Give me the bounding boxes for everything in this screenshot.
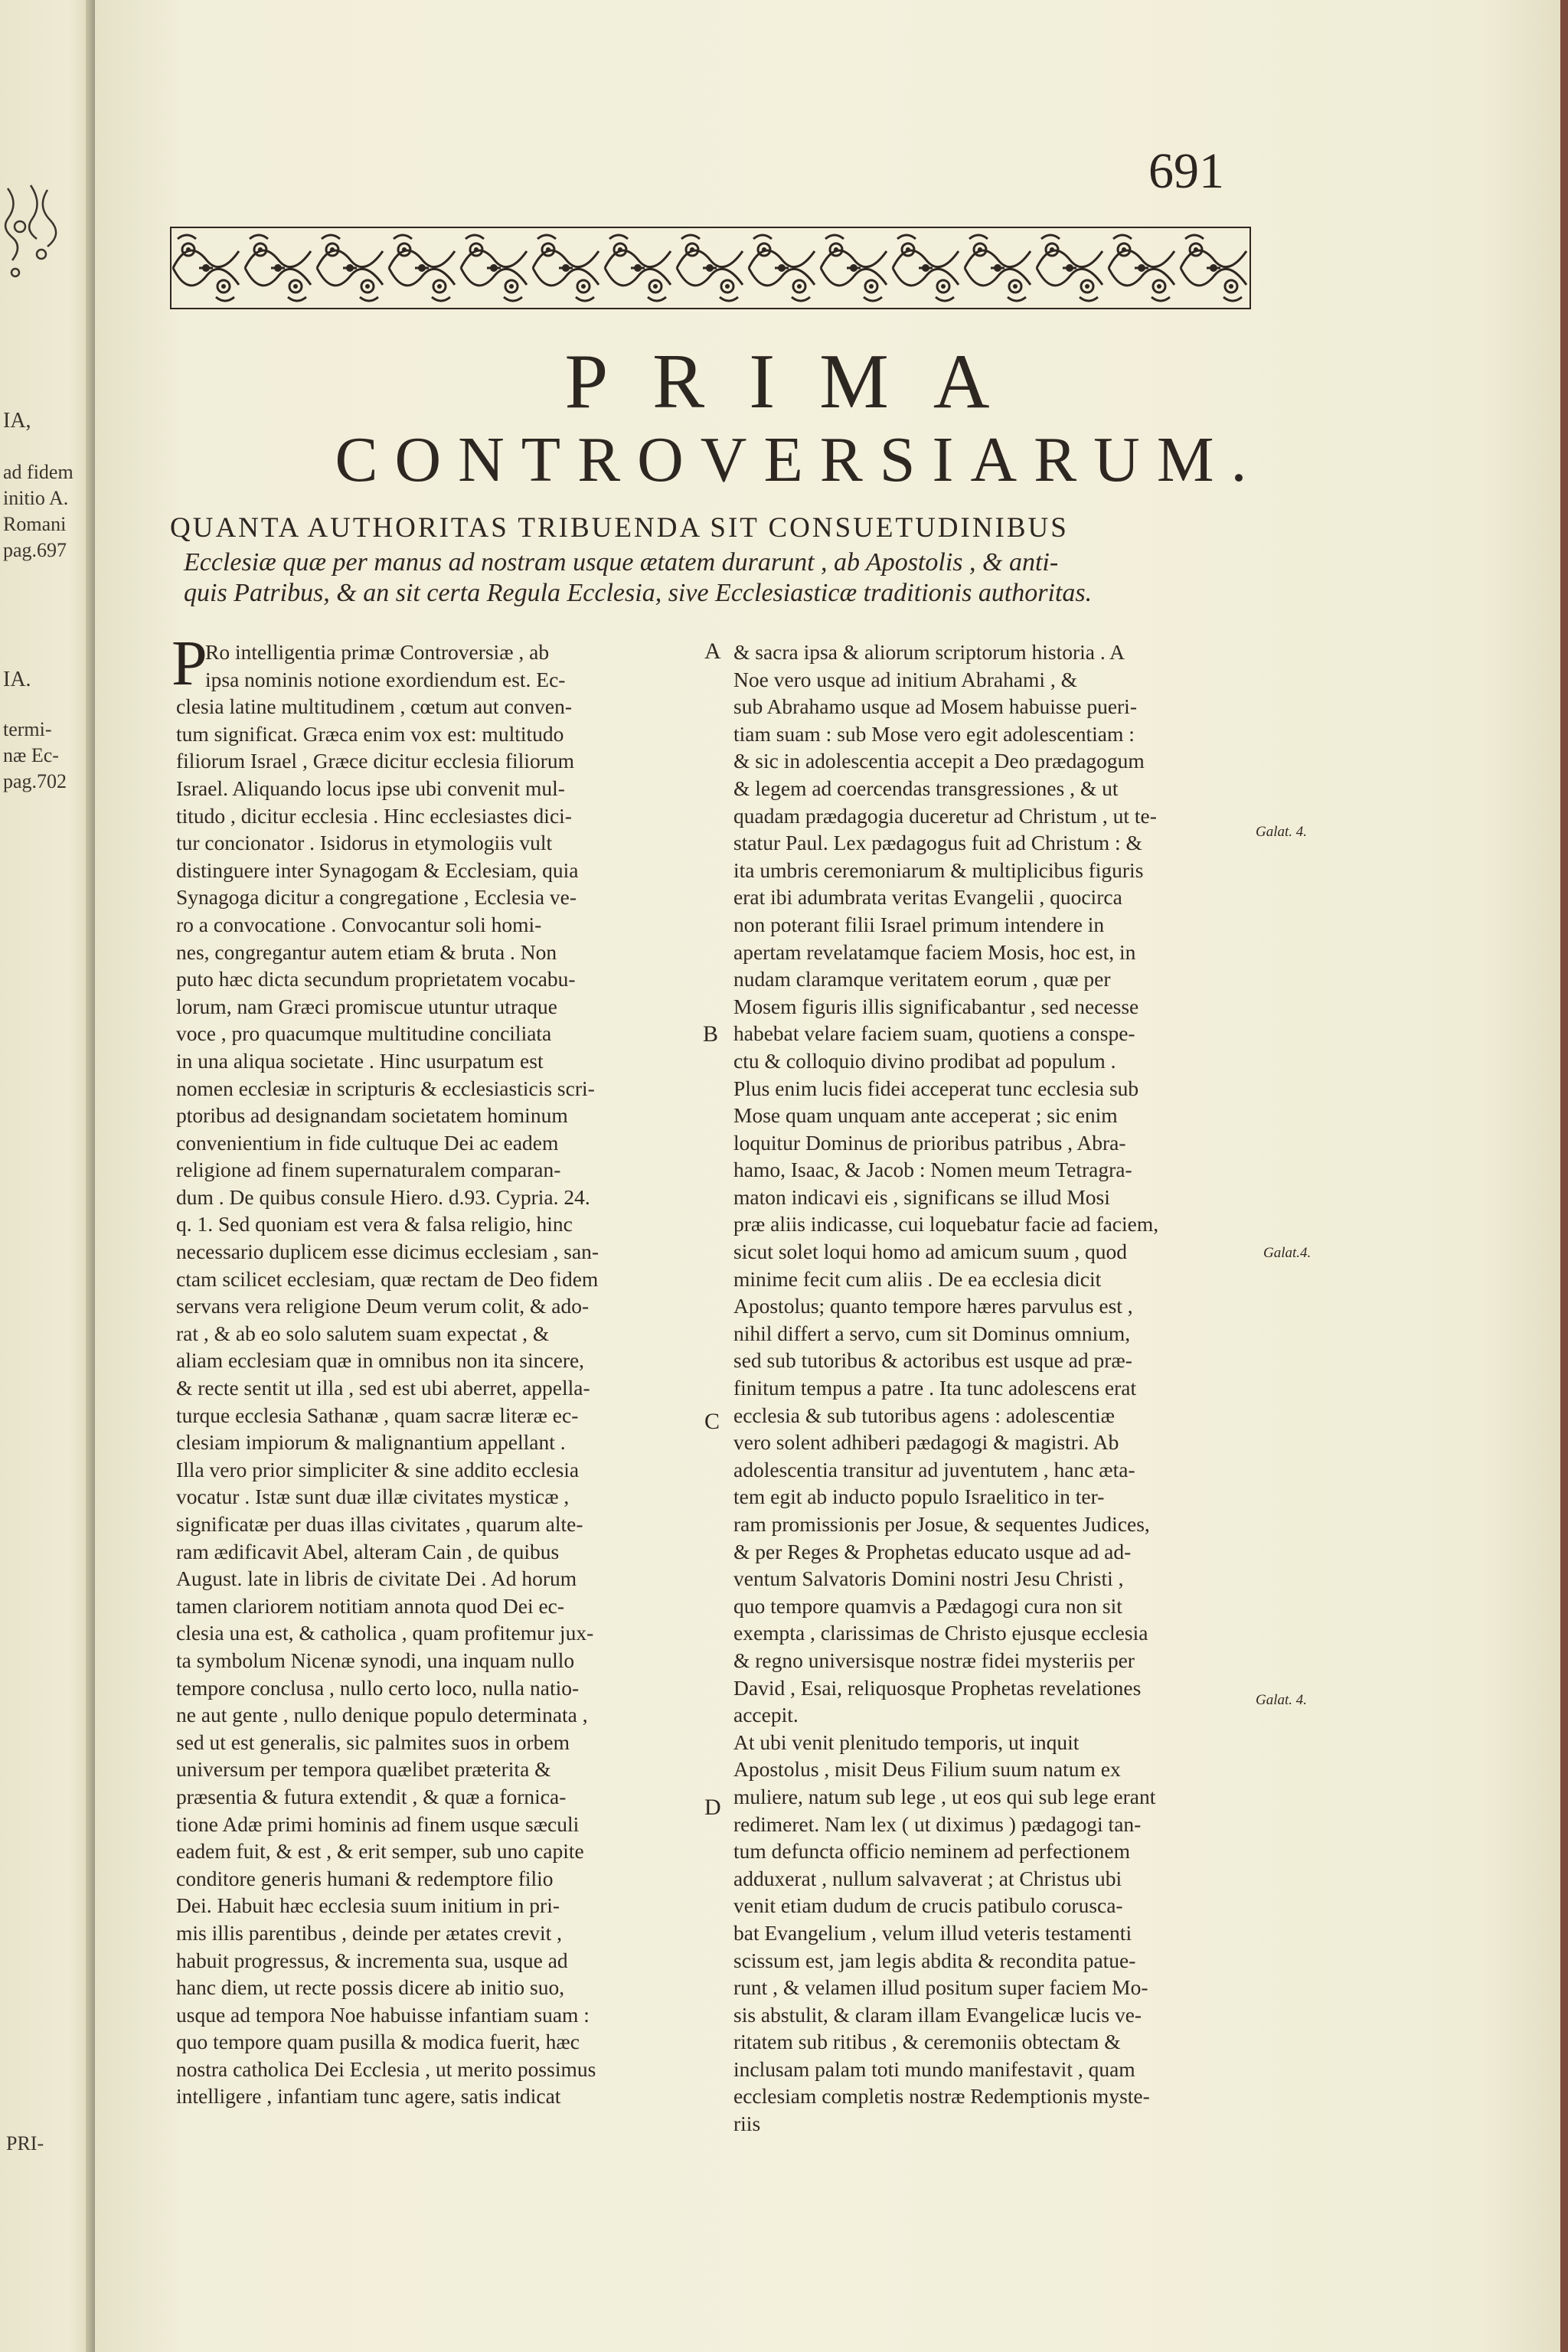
question-text: Ecclesiæ quæ per manus ad nostram usque ætatem durarunt , ab Apostolis , & anti- — [184, 548, 1059, 577]
text-line: maton indicavi eis , significans se illud Mosi — [733, 1184, 1110, 1209]
text-line: distinguere inter Synagogam & Ecclesiam, quia — [176, 858, 579, 882]
text-line: turque ecclesia Sathanæ , quam sacræ literæ ec- — [176, 1403, 579, 1427]
text-line: Mose quam unquam ante acceperat ; sic enim — [733, 1103, 1118, 1128]
facing-page-fragment: PRI- — [6, 2132, 44, 2154]
text-line: inclusam palam toti mundo manifestavit , quam — [733, 2056, 1135, 2081]
text-line: muliere, natum sub lege , ut eos qui sub lege erant — [733, 1784, 1156, 1808]
text-line: lorum, nam Græci promiscue utuntur utraque — [176, 994, 557, 1018]
text-line: vocatur . Istæ sunt duæ illæ civitates mysticæ , — [176, 1485, 570, 1509]
text-line: riis — [733, 2112, 761, 2136]
text-line: q. 1. Sed quoniam est vera & falsa religio, hinc — [176, 1212, 573, 1236]
text-line: tamen clariorem notitiam annota quod Dei ec- — [176, 1593, 565, 1618]
text-line: loquitur Dominus de prioribus patribus , Abra- — [733, 1130, 1126, 1155]
question-text: quis Patribus, & an sit certa Regula Ecclesia, sive Ecclesiasticæ traditionis authoritas. — [184, 579, 1093, 607]
drop-cap: P — [172, 628, 207, 699]
text-line: ritatem sub ritibus , & ceremoniis obtectam & — [733, 2030, 1121, 2054]
text-line: servans vera religione Deum verum colit, & ado- — [176, 1294, 590, 1318]
text-line: necessario duplicem esse dicimus ecclesiam , san- — [176, 1240, 599, 1264]
text-line: & regno universisque nostræ fidei mysteriis per — [733, 1648, 1135, 1672]
section-marker: C — [704, 1409, 720, 1434]
text-line: habuit progressus, & incrementa sua, usque ad — [176, 1948, 568, 1972]
text-line: & sic in adolescentia accepit a Deo prædagogum — [733, 749, 1145, 773]
text-line: ecclesia & sub tutoribus agens : adolescentiæ — [733, 1403, 1115, 1427]
text-line: nostra catholica Dei Ecclesia , ut merito possimus — [176, 2056, 596, 2081]
text-line: tione Adæ primi hominis ad finem usque sæculi — [176, 1811, 580, 1836]
text-line: ptoribus ad designandam societatem hominum — [176, 1103, 568, 1128]
text-line: tiam suam : sub Mose vero egit adolescentiam : — [733, 721, 1135, 746]
text-line: ctu & colloquio divino prodibat ad populum . — [733, 1048, 1116, 1073]
text-line: significatæ per duas illas civitates , quarum alte- — [176, 1512, 583, 1536]
text-line: nes, congregantur autem etiam & bruta . Non — [176, 939, 557, 964]
text-line: Apostolus , misit Deus Filium suum natum ex — [733, 1757, 1121, 1782]
text-line: & sacra ipsa & aliorum scriptorum historia . A — [733, 640, 1125, 664]
facing-page-fragment: IA, — [3, 409, 31, 433]
text-line: venit etiam dudum de crucis patibulo corusca- — [733, 1893, 1123, 1918]
text-line: sis abstulit, & claram illam Evangelicæ lucis ve- — [733, 2002, 1142, 2027]
text-line: quadam prædagogia duceretur ad Christum , ut te- — [733, 803, 1157, 828]
margin-note: Galat.4. — [1263, 1245, 1312, 1261]
text-line: Noe vero usque ad initium Abrahami , & — [733, 667, 1078, 691]
text-line: Illa vero prior simpliciter & sine addito ecclesia — [176, 1457, 580, 1481]
text-line: Synagoga dicitur a congregatione , Ecclesia ve- — [176, 885, 577, 910]
text-line: in una aliqua societate . Hinc usurpatum est — [176, 1048, 544, 1073]
text-line: ipsa nominis notione exordiendum est. Ec- — [205, 667, 566, 691]
margin-note: Galat. 4. — [1256, 1692, 1308, 1708]
text-line: clesia una est, & catholica , quam profitemur jux- — [176, 1621, 594, 1645]
text-line: convenientium in fide cultuque Dei ac eadem — [176, 1130, 559, 1155]
decorative-header-band — [170, 227, 1251, 309]
text-line: accepit. — [733, 1703, 799, 1727]
text-column-left — [176, 639, 697, 2110]
text-line: hanc diem, ut recte possis dicere ab initio suo, — [176, 1975, 565, 2000]
text-line: apertam revelatamque faciem Mosis, hoc est, in — [733, 939, 1136, 964]
text-line: Plus enim lucis fidei acceperat tunc ecclesia sub — [733, 1076, 1139, 1100]
text-line: non poterant filii Israel primum intendere in — [733, 912, 1105, 936]
text-line: ram ædificavit Abel, alteram Cain , de quibus — [176, 1539, 560, 1563]
text-line: Apostolus; quanto tempore hæres parvulus est , — [733, 1294, 1133, 1318]
text-line: Israel. Aliquando locus ipse ubi convenit mul- — [176, 776, 565, 800]
text-line: quo tempore quam pusilla & modica fuerit, hæc — [176, 2030, 580, 2054]
main-subtitle: CONTROVERSIARUM. — [335, 424, 1264, 495]
text-line: religione ad finem supernaturalem comparan- — [176, 1158, 561, 1182]
text-line: ta symbolum Nicenæ synodi, una inquam nullo — [176, 1648, 575, 1672]
text-line: intelligere , infantiam tunc agere, satis indicat — [176, 2084, 561, 2109]
margin-note: Galat. 4. — [1256, 824, 1308, 840]
text-line: August. late in libris de civitate Dei . Ad horum — [176, 1566, 577, 1591]
text-line: minime fecit cum aliis . De ea ecclesia dicit — [733, 1266, 1102, 1291]
text-line: statur Paul. Lex pædagogus fuit ad Christum : & — [733, 831, 1142, 855]
text-line: redimeret. Nam lex ( ut diximus ) pædagogi tan- — [733, 1811, 1142, 1836]
text-line: tum significat. Græca enim vox est: multitudo — [176, 721, 564, 746]
text-line: David , Esai, reliquosque Prophetas revelationes — [733, 1675, 1142, 1700]
facing-page-fragment: IA. — [3, 668, 31, 691]
text-line: erat ibi adumbrata veritas Evangelii , quocirca — [733, 885, 1122, 910]
text-line: scissum est, jam legis abdita & recondita patue- — [733, 1948, 1136, 1972]
text-line: dum . De quibus consule Hiero. d.93. Cypria. 24. — [176, 1184, 590, 1209]
text-line: clesia latine multitudinem , cœtum aut conven- — [176, 694, 573, 719]
text-line: At ubi venit plenitudo temporis, ut inquit — [733, 1730, 1080, 1754]
text-line: & per Reges & Prophetas educato usque ad ad- — [733, 1539, 1132, 1563]
text-line: bat Evangelium , velum illud veteris testamenti — [733, 1920, 1132, 1945]
text-line: tur concionator . Isidorus in etymologiis vult — [176, 831, 553, 855]
text-line: universum per tempora quælibet præterita & — [176, 1757, 551, 1782]
main-title: PRIMA — [564, 338, 1034, 425]
text-line: tempore conclusa , nullo certo loco, nulla natio- — [176, 1675, 580, 1700]
text-line: nihil differt a servo, cum sit Dominus omnium, — [733, 1321, 1131, 1345]
text-line: voce , pro quacumque multitudine conciliata — [176, 1021, 552, 1046]
text-line: ne aut gente , nullo denique populo determinata , — [176, 1703, 588, 1727]
text-line: ventum Salvatoris Domini nostri Jesu Christi , — [733, 1566, 1124, 1591]
text-line: titudo , dicitur ecclesia . Hinc ecclesiastes dici- — [176, 803, 572, 828]
question-heading: QUANTA AUTHORITAS TRIBUENDA SIT CONSUETUDINIBUS — [170, 512, 1069, 544]
text-line: usque ad tempora Noe habuisse infantiam suam : — [176, 2002, 590, 2027]
text-line: & recte sentit ut illa , sed est ubi aberret, appella- — [176, 1376, 590, 1400]
text-line: præsentia & futura extendit , & quæ a fornica- — [176, 1784, 567, 1808]
facing-page-fragment: ad fidem initio A. Romani pag.697 — [3, 461, 74, 561]
facing-page-ornament — [0, 181, 84, 296]
text-line: ecclesiam completis nostræ Redemptionis myste- — [733, 2084, 1150, 2109]
text-line: vero solent adhiberi pædagogi & magistri. Ab — [733, 1430, 1119, 1455]
text-line: rat , & ab eo solo salutem suam expectat , & — [176, 1321, 550, 1345]
text-line: sed sub tutoribus & actoribus est usque ad præ- — [733, 1348, 1132, 1373]
text-line: sicut solet loqui homo ad amicum suum , quod — [733, 1240, 1128, 1264]
text-line: mis illis parentibus , deinde per ætates crevit , — [176, 1920, 563, 1945]
text-line: adolescentia transitur ad juventutem , hanc æta- — [733, 1457, 1135, 1481]
text-line: puto hæc dicta secundum proprietatem vocabu- — [176, 967, 576, 991]
text-line: conditore generis humani & redemptore filio — [176, 1866, 554, 1890]
text-line: hamo, Isaac, & Jacob : Nomen meum Tetragra- — [733, 1158, 1132, 1182]
text-line: eadem fuit, & est , & erit semper, sub uno capite — [176, 1839, 584, 1864]
text-line: clesiam impiorum & malignantium appellant . — [176, 1430, 566, 1455]
text-line: nudam claramque veritatem eorum , quæ per — [733, 967, 1111, 991]
section-marker: B — [703, 1021, 719, 1047]
page-number: 691 — [1148, 143, 1224, 199]
text-line: ita umbris ceremoniarum & multiplicibus figuris — [733, 858, 1144, 882]
text-line: finitum tempus a patre . Ita tunc adolescens erat — [733, 1376, 1137, 1400]
text-line: Dei. Habuit hæc ecclesia suum initium in pri- — [176, 1893, 560, 1918]
text-line: sed ut est generalis, sic palmites suos in orbem — [176, 1730, 570, 1754]
text-line: exempta , clarissimas de Christo ejusque ecclesia — [733, 1621, 1148, 1645]
text-line: habebat velare faciem suam, quotiens a conspe- — [733, 1021, 1135, 1046]
text-line: ro a convocatione . Convocantur soli homi- — [176, 912, 542, 936]
text-line: tem egit ab inducto populo Israelitico in ter- — [733, 1485, 1105, 1509]
text-line: adduxerat , nullum salvaverat ; at Christus ubi — [733, 1866, 1122, 1890]
text-line: nomen ecclesiæ in scripturis & ecclesiasticis scri- — [176, 1076, 595, 1100]
text-line: runt , & velamen illud positum super faciem Mo- — [733, 1975, 1148, 2000]
section-marker: D — [704, 1795, 721, 1820]
text-line: quo tempore quamvis a Pædagogi cura non sit — [733, 1593, 1122, 1618]
text-line: tum defuncta officio neminem ad perfectionem — [733, 1839, 1130, 1864]
text-column-right — [733, 639, 1254, 2138]
section-marker: A — [704, 639, 721, 664]
text-line: præ aliis indicasse, cui loquebatur facie ad faciem, — [733, 1212, 1159, 1236]
text-line: Ro intelligentia primæ Controversiæ , ab — [205, 640, 550, 664]
facing-page-fragment: termi- næ Ec- pag.702 — [3, 718, 67, 792]
text-line: sub Abrahamo usque ad Mosem habuisse pueri- — [733, 694, 1137, 719]
text-line: Mosem figuris illis significabantur , sed necesse — [733, 994, 1139, 1018]
text-line: ram promissionis per Josue, & sequentes Judices, — [733, 1512, 1150, 1536]
text-line: ctam scilicet ecclesiam, quæ rectam de Deo fidem — [176, 1266, 599, 1291]
text-line: aliam ecclesiam quæ in omnibus non ita sincere, — [176, 1348, 585, 1373]
text-line: filiorum Israel , Græce dicitur ecclesia filiorum — [176, 749, 575, 773]
text-line: & legem ad coercendas transgressiones , & ut — [733, 776, 1119, 800]
